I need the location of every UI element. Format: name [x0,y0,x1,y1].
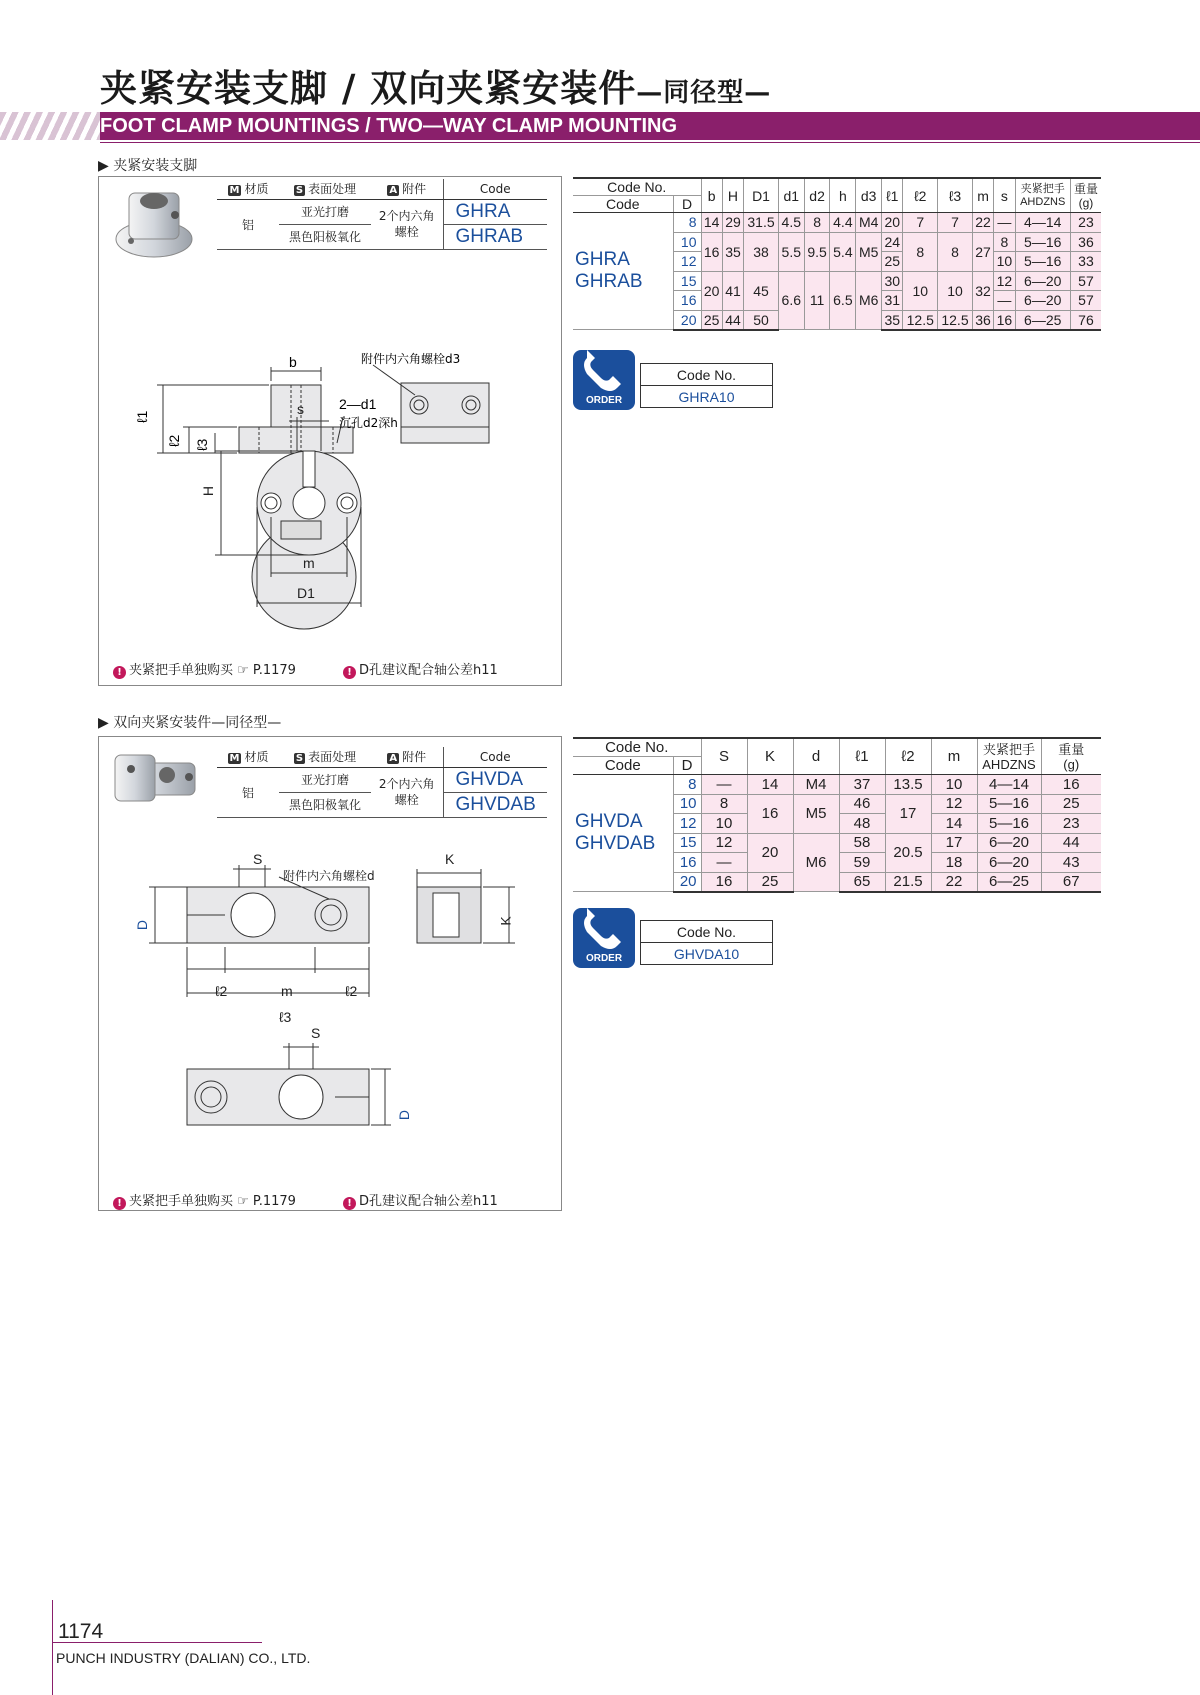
cell-b: 14 [701,213,722,233]
note-handle-1 [113,659,296,679]
hdr-s: s [994,178,1015,213]
cell-D: 20 [673,310,701,330]
cell-H: 41 [722,271,743,310]
hdr-b: b [701,178,722,213]
title-banner [0,112,1200,140]
cell-D1: 31.5 [744,213,779,233]
code-name-ghvda: GHVDA [575,811,643,832]
cell-K: 25 [747,872,793,892]
info-icon: ! [343,1197,356,1210]
ghvda-product-photo [109,747,203,813]
material-header-label: 材质 [244,182,269,197]
hdr-m: m [931,738,977,775]
cell-l3: 12.5 [938,310,973,330]
cell-K: 14 [747,775,793,795]
cell-D: 12 [673,814,701,834]
cell-d3: M4 [856,213,882,233]
cell-m: 17 [931,833,977,853]
cell-l2: 8 [903,232,938,271]
label-l2-left: ℓ2 [215,983,228,999]
cell-weight: 23 [1041,814,1101,834]
cell-h: 6.5 [830,271,856,330]
cell-m: 27 [972,232,993,271]
cell-weight: 44 [1041,833,1101,853]
cell-s: — [994,291,1015,311]
cell-weight: 36 [1070,232,1101,252]
cell-D: 16 [673,291,701,311]
hdr-weight-label: 重量 [1073,181,1098,196]
info-icon: ! [343,666,356,679]
hdr-handle-sub: AHDZNS [982,756,1036,772]
surface-1: 亚光打磨 [279,767,371,792]
cell-weight: 23 [1070,213,1101,233]
code-ghrab: GHRAB [443,224,547,249]
cell-l1: 59 [839,853,885,873]
note-handle-2-text: 夹紧把手单独购买 ☞ P.1179 [129,1194,296,1209]
hdr-H: H [722,178,743,213]
section2-heading: ▶ 双向夹紧安装件—同径型— [98,715,282,731]
cell-l2: 21.5 [885,872,931,892]
surface-1: 亚光打磨 [279,199,371,224]
cell-d2: 11 [804,271,830,330]
cell-m: 32 [972,271,993,310]
order-code-no-label: Code No. [641,364,773,386]
table-row [573,775,1101,795]
page-number: 1174 [58,1620,104,1643]
cell-K: 20 [747,833,793,872]
accessory-header [371,747,443,767]
cell-S: 12 [701,833,747,853]
cell-l2: 17 [885,794,931,833]
cell-m: 22 [931,872,977,892]
order-label: ORDER [585,395,623,406]
cell-l1: 58 [839,833,885,853]
code-name-ghrab: GHRAB [575,271,643,292]
surface-header-label: 表面处理 [308,750,357,765]
cell-D1: 45 [744,271,779,310]
cell-l1: 25 [882,252,903,272]
cell-h: 4.4 [830,213,856,233]
hdr-D: D [673,196,701,213]
cell-d1: 5.5 [778,232,804,271]
cell-S: — [701,775,747,795]
hdr-l3: ℓ3 [938,178,973,213]
cell-m: 36 [972,310,993,330]
code-ghvda: GHVDA [443,767,547,792]
label-l3: ℓ3 [194,438,210,451]
cell-weight: 25 [1041,794,1101,814]
cell-weight: 67 [1041,872,1101,892]
cell-l1: 46 [839,794,885,814]
order-code-no-label: Code No. [641,921,773,943]
note-tolerance-1-text: D孔建议配合轴公差h11 [359,663,498,678]
cell-D1: 38 [744,232,779,271]
cell-handle: 6—20 [1015,291,1070,311]
label-s: s [297,401,304,417]
cell-s: 10 [994,252,1015,272]
cell-b: 25 [701,310,722,330]
hdr-m: m [972,178,993,213]
surface-header [279,747,371,767]
label-l2: ℓ2 [166,434,182,447]
m-badge: M [229,185,240,197]
code-names [573,213,673,330]
material-value: 铝 [217,767,279,817]
cell-m: 22 [972,213,993,233]
hdr-l1: ℓ1 [882,178,903,213]
hdr-weight-unit: (g) [1078,195,1094,210]
phone-icon [573,908,635,954]
material-header [217,747,279,767]
label-2-d1: 2—d1 [339,396,377,412]
cell-l3: 7 [938,213,973,233]
note-tolerance-2-text: D孔建议配合轴公差h11 [359,1194,498,1209]
label-K-top: K [445,851,455,867]
cell-weight: 57 [1070,291,1101,311]
ghra-product-photo [109,183,199,265]
hdr-D: D [673,757,701,775]
cell-handle: 5—16 [1015,252,1070,272]
footer-vline [52,1600,53,1695]
hdr-code: Code [573,757,673,775]
cell-D: 16 [673,853,701,873]
order-label: ORDER [585,953,623,964]
ghvda-spec-table [573,737,1101,893]
m-badge: M [229,753,240,765]
material-value: 铝 [217,199,279,249]
ghra-spec-table [573,177,1101,331]
label-l1: ℓ1 [134,410,150,423]
section1-panel [98,176,562,686]
code-header: Code [443,179,547,199]
cell-D: 15 [673,833,701,853]
cell-l2: 10 [903,271,938,310]
cell-handle: 5—16 [977,814,1041,834]
title-main: 夹紧安装支脚 / 双向夹紧安装件 [100,67,637,110]
cell-K: 16 [747,794,793,833]
cell-weight: 43 [1041,853,1101,873]
hdr-weight [1041,738,1101,775]
cell-weight: 76 [1070,310,1101,330]
hdr-h: h [830,178,856,213]
hdr-weight [1070,178,1101,213]
banner-line [100,142,1200,143]
material-header-label: 材质 [244,750,269,765]
cell-handle: 6—25 [1015,310,1070,330]
cell-S: 16 [701,872,747,892]
label-l2-right: ℓ2 [345,983,358,999]
cell-d1: 4.5 [778,213,804,233]
hdr-weight-label: 重量 [1058,741,1085,757]
label-m: m [281,983,293,999]
note-tolerance-1 [343,659,498,679]
surface-header [279,179,371,199]
cell-handle: 5—16 [977,794,1041,814]
code-ghvdab: GHVDAB [443,792,547,817]
cell-l2: 7 [903,213,938,233]
hdr-handle [977,738,1041,775]
code-name-ghvdab: GHVDAB [575,833,656,854]
section1-heading: ▶ 夹紧安装支脚 [98,158,198,174]
hdr-K: K [747,738,793,775]
order-button-ghra[interactable] [573,350,635,410]
hdr-d2: d2 [804,178,830,213]
cell-l3: 8 [938,232,973,271]
cell-handle: 4—14 [977,775,1041,795]
accessory-header [371,179,443,199]
cell-D1: 50 [744,310,779,330]
a-badge: A [389,753,398,765]
cell-d2: 8 [804,213,830,233]
cell-s: 16 [994,310,1015,330]
cell-l2: 13.5 [885,775,931,795]
label-S-bottom: S [311,1025,321,1041]
hdr-handle-label: 夹紧把手 [1020,182,1065,195]
cell-D: 8 [673,213,701,233]
label-counterbore: 沉孔d2深h [339,416,398,430]
hdr-l1: ℓ1 [839,738,885,775]
cell-handle: 5—16 [1015,232,1070,252]
cell-handle: 6—20 [977,833,1041,853]
cell-l1: 30 [882,271,903,291]
label-b: b [289,354,297,370]
cell-m: 10 [931,775,977,795]
code-ghra: GHRA [443,199,547,224]
cell-handle: 6—25 [977,872,1041,892]
cell-l1: 37 [839,775,885,795]
label-D-bottom: D [396,1109,413,1121]
cell-D: 12 [673,252,701,272]
surface-header-label: 表面处理 [308,182,357,197]
cell-H: 44 [722,310,743,330]
label-D1: D1 [297,585,315,601]
cell-l1: 35 [882,310,903,330]
cell-m: 14 [931,814,977,834]
hdr-d3: d3 [856,178,882,213]
cell-s: 8 [994,232,1015,252]
cell-s: 12 [994,271,1015,291]
cell-d1: 6.6 [778,271,804,330]
cell-l3: 10 [938,271,973,310]
cell-S: 10 [701,814,747,834]
hdr-code-no: Code No. [573,178,701,196]
cell-D: 10 [673,794,701,814]
table-row [573,213,1101,233]
info-icon: ! [113,1197,126,1210]
page-title [100,58,771,112]
label-D-top: D [134,919,151,931]
hdr-code-no: Code No. [573,738,701,757]
label-H: H [200,485,217,497]
s-badge: S [295,753,304,765]
s-badge: S [295,185,304,197]
ghvda-order-box [640,920,773,965]
hdr-handle-label: 夹紧把手 [982,741,1035,757]
cell-b: 16 [701,232,722,271]
cell-weight: 57 [1070,271,1101,291]
hdr-l2: ℓ2 [885,738,931,775]
cell-D: 15 [673,271,701,291]
title-en: FOOT CLAMP MOUNTINGS / TWO—WAY CLAMP MOUNTING [100,115,678,137]
cell-D: 8 [673,775,701,795]
cell-weight: 33 [1070,252,1101,272]
hdr-d1: d1 [778,178,804,213]
phone-icon [573,350,635,396]
cell-d: M4 [793,775,839,795]
cell-l1: 48 [839,814,885,834]
cell-l1: 65 [839,872,885,892]
label-l3: ℓ3 [279,1009,292,1025]
section2-material-table [217,747,547,818]
cell-D: 10 [673,232,701,252]
label-K-side: K [497,916,514,926]
title-suffix: —同径型— [636,78,772,108]
order-button-ghvda[interactable] [573,908,635,968]
cell-weight: 16 [1041,775,1101,795]
code-header: Code [443,747,547,767]
cell-H: 35 [722,232,743,271]
code-names [573,775,673,892]
ghra-bottom-view [189,417,449,607]
code-name-ghra: GHRA [575,249,630,270]
cell-d: M6 [793,833,839,892]
cell-h: 5.4 [830,232,856,271]
banner-stripes [0,112,100,140]
a-badge: A [389,185,398,197]
hdr-l2: ℓ2 [903,178,938,213]
cell-l1: 20 [882,213,903,233]
hdr-d: d [793,738,839,775]
cell-S: — [701,853,747,873]
section1-material-table [217,179,547,250]
cell-l1: 24 [882,232,903,252]
note-handle-2 [113,1190,296,1210]
label-S-top: S [253,851,263,867]
hdr-handle-sub: AHDZNS [1020,195,1066,208]
surface-2: 黑色阳极氧化 [279,224,371,249]
cell-handle: 6—20 [1015,271,1070,291]
cell-m: 12 [931,794,977,814]
accessory-header-label: 附件 [402,750,427,765]
cell-s: — [994,213,1015,233]
company-name: PUNCH INDUSTRY (DALIAN) CO., LTD. [56,1650,311,1666]
hdr-handle [1015,178,1070,213]
cell-S: 8 [701,794,747,814]
accessory-header-label: 附件 [402,182,427,197]
note-tolerance-2 [343,1190,498,1210]
cell-m: 18 [931,853,977,873]
order-code-value: GHRA10 [641,386,773,408]
note-handle-1-text: 夹紧把手单独购买 ☞ P.1179 [129,663,296,678]
cell-l2: 12.5 [903,310,938,330]
cell-d: M5 [793,794,839,833]
label-m: m [303,555,315,571]
order-code-value: GHVDA10 [641,943,773,965]
cell-d2: 9.5 [804,232,830,271]
info-icon: ! [113,666,126,679]
cell-handle: 6—20 [977,853,1041,873]
cell-d3: M5 [856,232,882,271]
accessory-value: 2个内六角螺栓 [371,767,443,817]
cell-b: 20 [701,271,722,310]
accessory-value: 2个内六角螺栓 [371,199,443,249]
cell-handle: 4—14 [1015,213,1070,233]
ghvda-technical-drawing [129,847,549,1167]
hdr-code: Code [573,196,673,213]
section2-panel [98,736,562,1211]
surface-2: 黑色阳极氧化 [279,792,371,817]
material-header [217,179,279,199]
cell-l2: 20.5 [885,833,931,872]
cell-d3: M6 [856,271,882,330]
label-bolt-d: 附件内六角螺栓d [283,869,375,883]
hdr-weight-unit: (g) [1063,756,1080,772]
cell-H: 29 [722,213,743,233]
label-bolt-d3: 附件内六角螺栓d3 [361,352,461,366]
cell-l1: 31 [882,291,903,311]
cell-D: 20 [673,872,701,892]
ghra-order-box [640,363,773,408]
hdr-S: S [701,738,747,775]
hdr-D1: D1 [744,178,779,213]
